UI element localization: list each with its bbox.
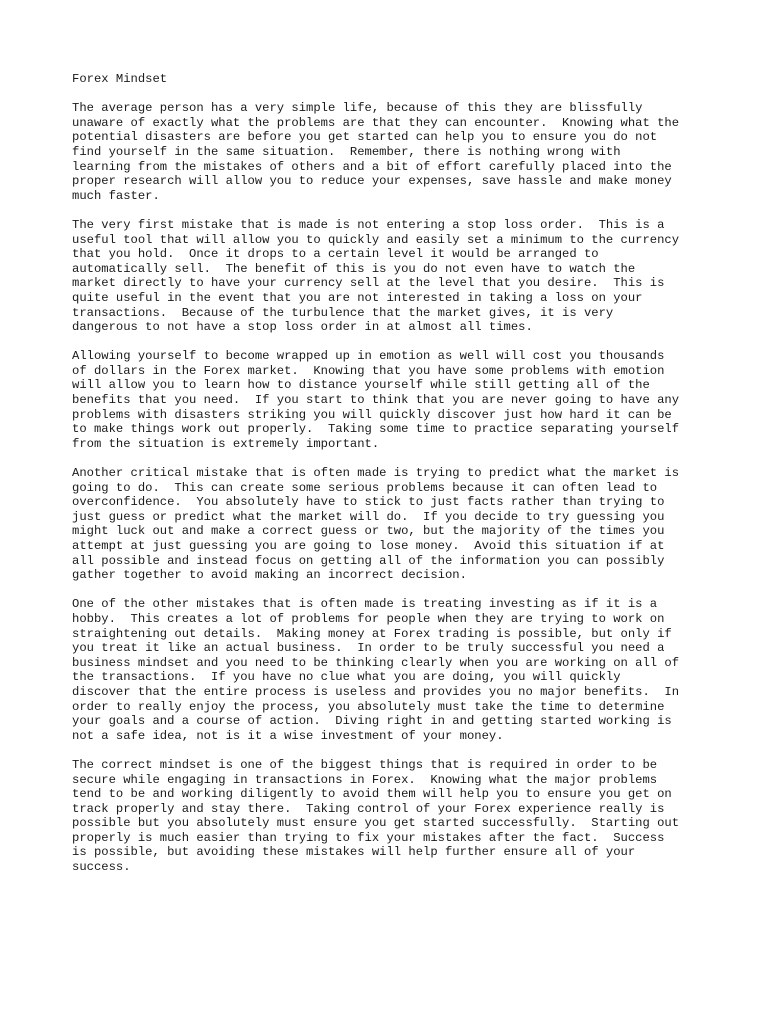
paragraph-6 <box>72 758 712 875</box>
text-line: tend to be and working diligently to avoid them will help you to ensure you get on <box>72 787 672 802</box>
text-line: you treat it like an actual business. In order to be truly successful you need a <box>72 641 665 656</box>
text-line: success. <box>72 860 131 875</box>
text-line: all possible and instead focus on getting all of the information you can possibly <box>72 553 665 568</box>
text-line: One of the other mistakes that is often made is treating investing as if it is a <box>72 597 658 612</box>
paragraph-2 <box>72 218 712 335</box>
text-line: going to do. This can create some serious problems because it can often lead to <box>72 480 658 495</box>
text-line: attempt at just guessing you are going to lose money. Avoid this situation if at <box>72 539 665 553</box>
text-line: is possible, but avoiding these mistakes will help further ensure all of your <box>72 845 636 860</box>
text-line: possible but you absolutely must ensure you get started successfully. Starting out <box>72 816 680 831</box>
text-line: dangerous to not have a stop loss order in at almost all times. <box>72 320 533 335</box>
text-line: quite useful in the event that you are not interested in taking a loss on your <box>72 290 643 305</box>
text-line: proper research will allow you to reduce your expenses, save hassle and make money <box>72 174 672 189</box>
text-line: learning from the mistakes of others and a bit of effort carefully placed into the <box>72 159 672 174</box>
text-line: just guess or predict what the market will do. If you decide to try guessing you <box>72 509 665 524</box>
text-line: The average person has a very simple life, because of this they are blissfully <box>72 101 643 116</box>
paragraph-4 <box>72 466 712 583</box>
text-line: The correct mindset is one of the biggest things that is required in order to be <box>72 757 658 772</box>
text-line: secure while engaging in transactions in Forex. Knowing what the major problems <box>72 772 658 787</box>
text-line: problems with disasters striking you will quickly discover just how hard it can be <box>72 407 672 422</box>
text-line: to make things work out properly. Taking some time to practice separating yourself <box>72 422 680 437</box>
text-line: transactions. Because of the turbulence that the market gives, it is very <box>72 305 614 320</box>
paragraph-3 <box>72 349 712 451</box>
text-line: market directly to have your currency sell at the level that you desire. This is <box>72 276 665 291</box>
text-line: gather together to avoid making an incorrect decision. <box>72 568 467 583</box>
text-line: might luck out and make a correct guess or two, but the majority of the times you <box>72 524 665 539</box>
text-line: from the situation is extremely important. <box>72 436 380 451</box>
text-line: much faster. <box>72 188 160 203</box>
text-line: properly is much easier than trying to fix your mistakes after the fact. Success <box>72 830 665 845</box>
paragraph-5 <box>72 597 712 743</box>
text-line: automatically sell. The benefit of this is you do not even have to watch the <box>72 261 636 276</box>
text-line: order to really enjoy the process, you absolutely must take the time to determine <box>72 699 665 714</box>
text-line: will allow you to learn how to distance yourself while still getting all of the <box>72 378 650 393</box>
text-line: business mindset and you need to be thinking clearly when you are working on all of <box>72 655 680 670</box>
text-line: Another critical mistake that is often made is trying to predict what the market is <box>72 466 680 481</box>
text-line: your goals and a course of action. Diving right in and getting started working is <box>72 714 672 729</box>
text-line: straightening out details. Making money at Forex trading is possible, but only if <box>72 626 672 641</box>
text-line: unaware of exactly what the problems are that they can encounter. Knowing what the <box>72 115 680 130</box>
text-line: benefits that you need. If you start to think that you are never going to have any <box>72 393 680 408</box>
text-line: The very first mistake that is made is not entering a stop loss order. This is a <box>72 217 665 232</box>
text-line: Allowing yourself to become wrapped up in emotion as well will cost you thousands <box>72 349 665 364</box>
text-line: track properly and stay there. Taking control of your Forex experience really is <box>72 801 665 816</box>
text-line: overconfidence. You absolutely have to stick to just facts rather than trying to <box>72 495 665 510</box>
text-line: useful tool that will allow you to quickly and easily set a minimum to the currency <box>72 232 680 247</box>
text-line: the transactions. If you have no clue what you are doing, you will quickly <box>72 670 621 685</box>
document-title: Forex Mindset <box>72 72 168 86</box>
text-line: potential disasters are before you get started can help you to ensure you do not <box>72 130 658 145</box>
text-line: of dollars in the Forex market. Knowing that you have some problems with emotion <box>72 363 665 378</box>
text-line: hobby. This creates a lot of problems for people when they are trying to work on <box>72 611 665 626</box>
text-line: not a safe idea, not is it a wise investment of your money. <box>72 728 504 743</box>
text-line: that you hold. Once it drops to a certain level it would be arranged to <box>72 247 599 262</box>
paragraph-1 <box>72 101 712 203</box>
text-line: find yourself in the same situation. Remember, there is nothing wrong with <box>72 144 621 159</box>
document-page <box>72 72 712 889</box>
text-line: discover that the entire process is useless and provides you no major benefits. In <box>72 684 680 699</box>
